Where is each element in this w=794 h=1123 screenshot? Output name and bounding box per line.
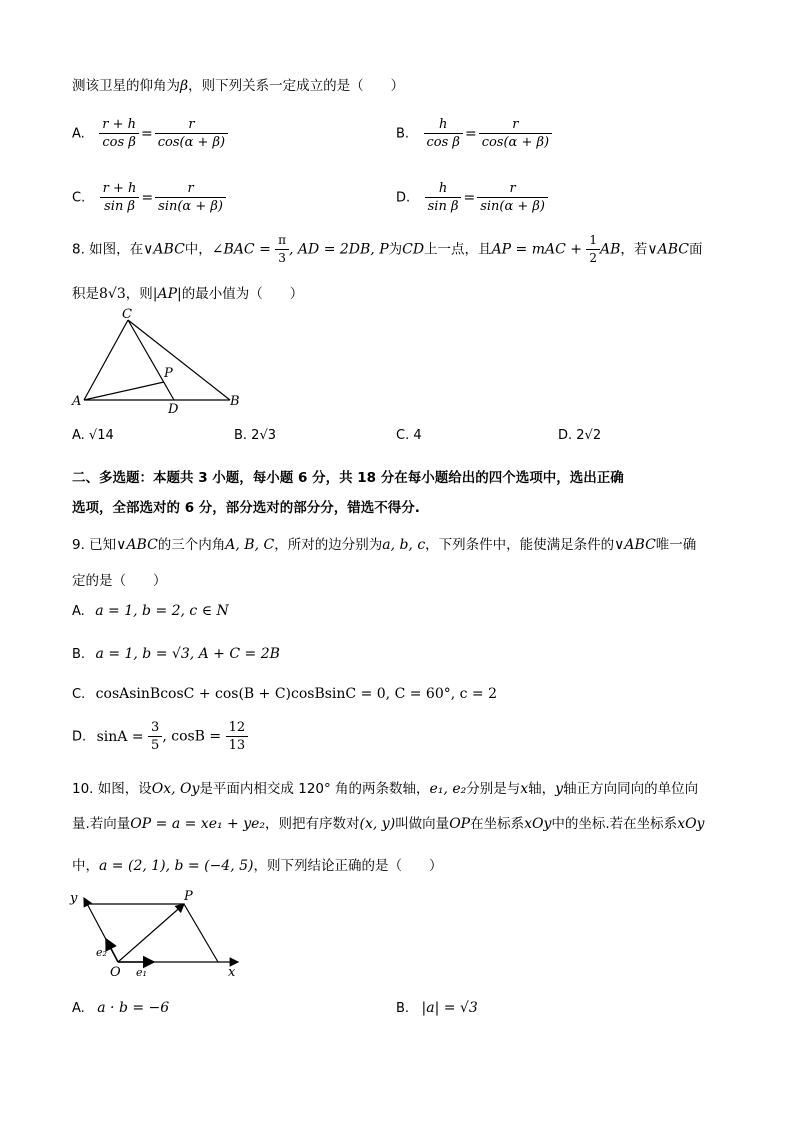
label-x: x — [228, 965, 236, 980]
segment-ac — [84, 320, 128, 400]
label-y: y — [70, 891, 78, 906]
q9-stem-line2: 定的是（ ） — [72, 573, 167, 589]
q8-triangle-figure — [68, 306, 248, 416]
q7-option-b[interactable]: B. $\frac{h}{\text{cos β}}$ = $\frac{r}{\cos(\alpha + \beta)}$ — [396, 116, 552, 151]
label-b: B — [230, 394, 240, 409]
q8-stem-line1: 8. 如图，在∨ABC中，∠BAC = $\frac{\pi}{3}$ , AD = 2DB, P为CD上一点，且AP = mAC + $\frac{1}{2}$ AB，若∨ABC面 — [72, 233, 703, 265]
q8-option-d[interactable]: D. 2√2 — [558, 428, 602, 443]
q8-option-b[interactable]: B. 2√3 — [234, 428, 277, 443]
q10-coordinate-figure — [68, 884, 253, 980]
parallelogram-right — [184, 904, 218, 962]
q9-option-b[interactable]: B. a = 1, b = √3, A + C = 2B — [72, 646, 280, 662]
label-e1: e₁ — [136, 966, 147, 979]
q10-stem-line2: 量.若向量OP = a = xe₁ + ye₂，则把有序数对(x, y)叫做向量OP在坐标系xOy中的坐标.若在坐标系xOy — [72, 816, 705, 832]
q8-option-c[interactable]: C. 4 — [396, 428, 422, 443]
segment-cb — [128, 320, 230, 400]
label-d: D — [168, 402, 179, 416]
q9-option-d[interactable]: D. sinA = $\frac{3}{5}$ , cosB = $\frac{12}{13}$ — [72, 719, 248, 754]
section2-heading-line2: 选项，全部选对的 6 分，部分选对的部分分，错选不得分. — [72, 500, 420, 516]
label-c: C — [122, 307, 132, 322]
segment-ap — [84, 382, 164, 400]
label-a: A — [72, 394, 82, 409]
vector-op — [118, 904, 184, 962]
label-p: P — [184, 889, 193, 904]
q9-option-a[interactable]: A. a = 1, b = 2, c ∈ N — [72, 603, 229, 619]
q7-stem: 测该卫星的仰角为β，则下列关系一定成立的是（ ） — [72, 78, 405, 94]
label-p: P — [164, 366, 173, 381]
q10-stem-line1: 10. 如图，设Ox, Oy是平面内相交成 120° 角的两条数轴，e₁, e₂分别是与x轴，y轴正方向同向的单位向 — [72, 781, 699, 797]
label-e2: e₂ — [96, 946, 107, 959]
q7-option-a[interactable]: A. $\frac{r + h}{\text{cos β}}$ = $\frac{r}{\cos(\alpha + \beta)}$ — [72, 116, 228, 151]
q10-option-b[interactable]: B. |a| = √3 — [396, 1000, 478, 1016]
q7-option-d[interactable]: D. $\frac{h}{\text{sin β}}$ = $\frac{r}{\sin(\alpha + \beta)}$ — [396, 180, 548, 215]
section2-heading-line1: 二、多选题：本题共 3 小题，每小题 6 分，共 18 分在每小题给出的四个选项中，选出正确 — [72, 470, 624, 486]
q9-stem-line1: 9. 已知∨ABC的三个内角A, B, C，所对的边分别为a, b, c，下列条件中，能使满足条件的∨ABC唯一确 — [72, 537, 697, 553]
q8-stem-line2: 积是8√3，则|AP|的最小值为（ ） — [72, 286, 304, 302]
vector-e2 — [106, 939, 118, 962]
q10-stem-line3: 中，a = (2, 1), b = (−4, 5)，则下列结论正确的是（ ） — [72, 858, 443, 874]
q8-option-a[interactable]: A. √14 — [72, 428, 114, 443]
q10-option-a[interactable]: A. a · b = −6 — [72, 1000, 170, 1016]
q7-option-c[interactable]: C. $\frac{r + h}{\text{sin β}}$ = $\frac{r}{\sin(\alpha + \beta)}$ — [72, 180, 226, 215]
q9-option-c[interactable]: C. cosAsinBcosC + cos(B + C)cosBsinC = 0, C = 60°, c = 2 — [72, 686, 498, 702]
label-o: O — [110, 965, 121, 980]
